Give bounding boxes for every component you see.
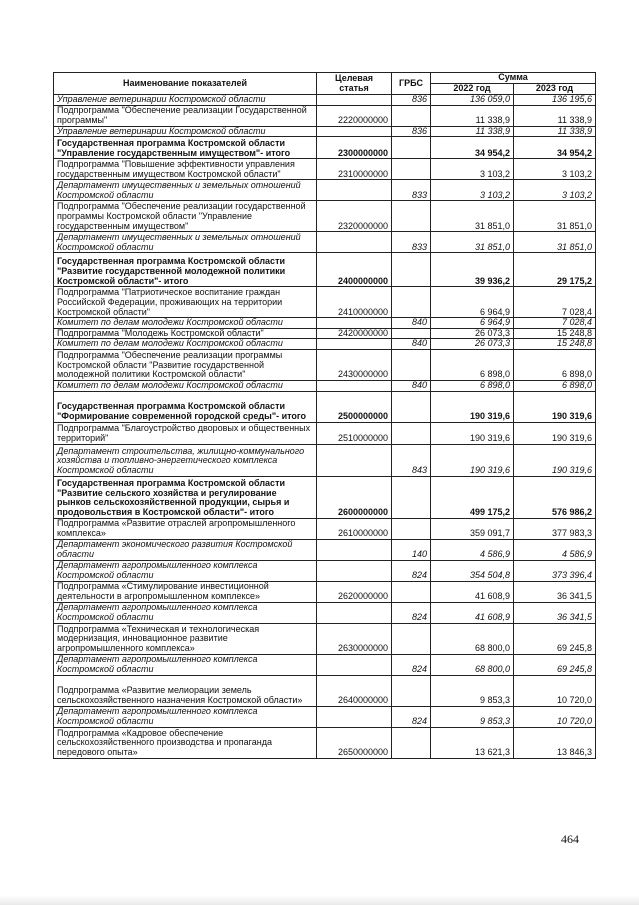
cell-target-article	[317, 654, 392, 675]
cell-grbs: 824	[392, 706, 431, 727]
cell-name: Подпрограмма "Обеспечение реализации государственной программы Костромской области "Управление государственным имуществом"	[54, 201, 317, 232]
cell-name: Подпрограмма "Обеспечение реализации Государственной программы"	[54, 105, 317, 126]
cell-name: Подпрограмма "Повышение эффективности управления государственным имуществом Костромской области"	[54, 159, 317, 180]
cell-sum-2022: 11 338,9	[431, 126, 514, 137]
cell-target-article	[317, 602, 392, 623]
cell-target-article	[317, 339, 392, 350]
cell-sum-2022: 6 964,9	[431, 318, 514, 329]
cell-grbs	[392, 287, 431, 318]
table-row	[54, 602, 596, 623]
cell-sum-2023: 34 954,2	[514, 137, 596, 159]
table-row	[54, 476, 596, 518]
cell-sum-2022: 68 800,0	[431, 654, 514, 675]
cell-target-article: 2420000000	[317, 328, 392, 339]
cell-target-article	[317, 560, 392, 581]
cell-target-article: 2320000000	[317, 201, 392, 232]
cell-target-article: 2430000000	[317, 349, 392, 380]
cell-name: Департамент имущественных и земельных отношений Костромской области	[54, 232, 317, 253]
cell-name: Государственная программа Костромской области "Развитие сельского хозяйства и регулирование рынков сельскохозяйственной продукции, сырья и продовольствия в Костромской области"- итого	[54, 476, 317, 518]
cell-target-article: 2410000000	[317, 287, 392, 318]
cell-target-article: 2220000000	[317, 105, 392, 126]
cell-name: Департамент агропромышленного комплекса Костромской области	[54, 602, 317, 623]
cell-name: Управление ветеринарии Костромской области	[54, 126, 317, 137]
cell-sum-2022: 190 319,6	[431, 444, 514, 476]
cell-grbs: 836	[392, 126, 431, 137]
cell-sum-2022: 41 608,9	[431, 581, 514, 602]
cell-sum-2023: 6 898,0	[514, 349, 596, 380]
cell-sum-2022: 354 504,8	[431, 560, 514, 581]
cell-target-article	[317, 95, 392, 106]
cell-target-article	[317, 318, 392, 329]
cell-target-article: 2510000000	[317, 422, 392, 444]
cell-grbs: 824	[392, 560, 431, 581]
cell-sum-2023: 31 851,0	[514, 232, 596, 253]
cell-sum-2022: 31 851,0	[431, 201, 514, 232]
cell-sum-2023: 13 846,3	[514, 727, 596, 758]
cell-sum-2023: 15 248,8	[514, 339, 596, 350]
table-row	[54, 339, 596, 350]
cell-grbs	[392, 727, 431, 758]
table-row	[54, 444, 596, 476]
cell-sum-2023: 69 245,8	[514, 654, 596, 675]
cell-grbs	[392, 623, 431, 654]
cell-grbs	[392, 137, 431, 159]
cell-name: Департамент строительства, жилищно-коммунального хозяйства и топливно-энергетического комплекса Костромской области	[54, 444, 317, 476]
table-row	[54, 287, 596, 318]
cell-name: Департамент агропромышленного комплекса Костромской области	[54, 654, 317, 675]
cell-name: Департамент агропромышленного комплекса Костромской области	[54, 560, 317, 581]
cell-sum-2023: 4 586,9	[514, 539, 596, 560]
cell-sum-2022: 68 800,0	[431, 623, 514, 654]
table-row	[54, 391, 596, 422]
cell-grbs	[392, 253, 431, 287]
cell-target-article	[317, 444, 392, 476]
cell-name: Подпрограмма «Развитие отраслей агропромышленного комплекса»	[54, 518, 317, 539]
cell-sum-2022: 190 319,6	[431, 422, 514, 444]
cell-target-article	[317, 380, 392, 391]
cell-sum-2022: 9 853,3	[431, 706, 514, 727]
cell-name: Комитет по делам молодежи Костромской области	[54, 318, 317, 329]
cell-target-article	[317, 706, 392, 727]
cell-grbs	[392, 422, 431, 444]
cell-target-article: 2310000000	[317, 159, 392, 180]
table-row	[54, 380, 596, 391]
cell-grbs: 843	[392, 444, 431, 476]
header-year-2022: 2022 год	[431, 84, 514, 95]
cell-sum-2023: 7 028,4	[514, 287, 596, 318]
cell-sum-2022: 34 954,2	[431, 137, 514, 159]
cell-sum-2023: 190 319,6	[514, 444, 596, 476]
page-number: 464	[561, 832, 579, 846]
cell-sum-2022: 136 059,0	[431, 95, 514, 106]
cell-target-article: 2300000000	[317, 137, 392, 159]
cell-grbs	[392, 105, 431, 126]
table-row	[54, 105, 596, 126]
header-name: Наименование показателей	[54, 73, 317, 95]
cell-grbs: 840	[392, 339, 431, 350]
cell-name: Подпрограмма «Кадровое обеспечение сельскохозяйственного производства и пропаганда передового опыта»	[54, 727, 317, 758]
cell-sum-2022: 6 898,0	[431, 380, 514, 391]
table-row	[54, 349, 596, 380]
cell-sum-2023: 36 341,5	[514, 581, 596, 602]
table-row	[54, 581, 596, 602]
cell-sum-2022: 31 851,0	[431, 232, 514, 253]
cell-grbs: 833	[392, 232, 431, 253]
cell-target-article: 2400000000	[317, 253, 392, 287]
cell-grbs: 836	[392, 95, 431, 106]
cell-target-article: 2630000000	[317, 623, 392, 654]
cell-sum-2023: 373 396,4	[514, 560, 596, 581]
budget-table	[53, 72, 596, 759]
cell-target-article	[317, 180, 392, 201]
cell-sum-2022: 4 586,9	[431, 539, 514, 560]
table-row	[54, 654, 596, 675]
cell-name: Комитет по делам молодежи Костромской области	[54, 339, 317, 350]
cell-sum-2023: 69 245,8	[514, 623, 596, 654]
cell-sum-2022: 499 175,2	[431, 476, 514, 518]
table-row	[54, 623, 596, 654]
cell-sum-2022: 190 319,6	[431, 391, 514, 422]
table-body	[54, 95, 596, 759]
table-header	[54, 73, 596, 95]
table-row	[54, 727, 596, 758]
cell-sum-2023: 11 338,9	[514, 126, 596, 137]
cell-sum-2023: 10 720,0	[514, 675, 596, 706]
cell-grbs: 824	[392, 602, 431, 623]
cell-grbs	[392, 159, 431, 180]
cell-sum-2022: 26 073,3	[431, 339, 514, 350]
cell-name: Государственная программа Костромской области "Управление государственным имуществом"- итого	[54, 137, 317, 159]
cell-target-article	[317, 232, 392, 253]
cell-sum-2022: 13 621,3	[431, 727, 514, 758]
cell-sum-2022: 3 103,2	[431, 180, 514, 201]
table-row	[54, 201, 596, 232]
cell-sum-2023: 136 195,6	[514, 95, 596, 106]
cell-sum-2023: 10 720,0	[514, 706, 596, 727]
cell-name: Департамент имущественных и земельных отношений Костромской области	[54, 180, 317, 201]
cell-sum-2023: 11 338,9	[514, 105, 596, 126]
cell-sum-2023: 377 983,3	[514, 518, 596, 539]
table-row	[54, 560, 596, 581]
header-year-2023: 2023 год	[514, 84, 596, 95]
table-row	[54, 318, 596, 329]
cell-grbs	[392, 328, 431, 339]
cell-sum-2023: 7 028,4	[514, 318, 596, 329]
cell-name: Государственная программа Костромской области "Формирование современной городской среды"- итого	[54, 391, 317, 422]
cell-sum-2022: 39 936,2	[431, 253, 514, 287]
header-target-article: Целевая статья	[317, 73, 392, 95]
cell-name: Подпрограмма «Техническая и технологическая модернизация, инновационное развитие агропромышленного комплекса»	[54, 623, 317, 654]
cell-sum-2023: 6 898,0	[514, 380, 596, 391]
table-row	[54, 706, 596, 727]
cell-name: Комитет по делам молодежи Костромской области	[54, 380, 317, 391]
header-sum: Сумма	[431, 73, 596, 84]
cell-grbs: 840	[392, 318, 431, 329]
cell-name: Департамент агропромышленного комплекса Костромской области	[54, 706, 317, 727]
cell-grbs	[392, 518, 431, 539]
cell-name: Управление ветеринарии Костромской области	[54, 95, 317, 106]
table-row	[54, 159, 596, 180]
cell-sum-2023: 190 319,6	[514, 391, 596, 422]
cell-sum-2023: 3 103,2	[514, 180, 596, 201]
cell-sum-2022: 9 853,3	[431, 675, 514, 706]
page-edge-shadow	[0, 895, 639, 905]
cell-name: Подпрограмма "Молодежь Костромской области"	[54, 328, 317, 339]
table-row	[54, 422, 596, 444]
cell-target-article	[317, 539, 392, 560]
cell-grbs	[392, 391, 431, 422]
cell-target-article: 2650000000	[317, 727, 392, 758]
cell-target-article	[317, 126, 392, 137]
cell-grbs	[392, 675, 431, 706]
cell-sum-2022: 359 091,7	[431, 518, 514, 539]
cell-name: Подпрограмма "Патриотическое воспитание граждан Российской Федерации, проживающих на территории Костромской области"	[54, 287, 317, 318]
cell-target-article: 2610000000	[317, 518, 392, 539]
cell-grbs: 140	[392, 539, 431, 560]
cell-sum-2023: 15 248,8	[514, 328, 596, 339]
table-row	[54, 253, 596, 287]
cell-sum-2022: 11 338,9	[431, 105, 514, 126]
table-row	[54, 518, 596, 539]
cell-sum-2023: 36 341,5	[514, 602, 596, 623]
cell-name: Департамент экономического развития Костромской области	[54, 539, 317, 560]
table-row	[54, 232, 596, 253]
cell-name: Подпрограмма «Развитие мелиорации земель сельскохозяйственного назначения Костромской области»	[54, 675, 317, 706]
cell-grbs	[392, 349, 431, 380]
cell-sum-2022: 6 898,0	[431, 349, 514, 380]
cell-name: Государственная программа Костромской области "Развитие государственной молодежной политики Костромской области"- итого	[54, 253, 317, 287]
cell-name: Подпрограмма «Стимулирование инвестиционной деятельности в агропромышленном комплексе»	[54, 581, 317, 602]
cell-sum-2022: 26 073,3	[431, 328, 514, 339]
cell-grbs	[392, 201, 431, 232]
cell-sum-2023: 3 103,2	[514, 159, 596, 180]
cell-name: Подпрограмма "Обеспечение реализации программы Костромской области "Развитие государственной молодежной политики Костромской области"	[54, 349, 317, 380]
header-grbs: ГРБС	[392, 73, 431, 95]
cell-sum-2023: 31 851,0	[514, 201, 596, 232]
cell-grbs	[392, 476, 431, 518]
table-row	[54, 126, 596, 137]
cell-sum-2022: 3 103,2	[431, 159, 514, 180]
cell-sum-2022: 41 608,9	[431, 602, 514, 623]
cell-sum-2022: 6 964,9	[431, 287, 514, 318]
table-row	[54, 137, 596, 159]
table-row	[54, 328, 596, 339]
table-row	[54, 539, 596, 560]
cell-sum-2023: 29 175,2	[514, 253, 596, 287]
cell-target-article: 2620000000	[317, 581, 392, 602]
table-row	[54, 675, 596, 706]
cell-sum-2023: 576 986,2	[514, 476, 596, 518]
table-row	[54, 95, 596, 106]
cell-target-article: 2600000000	[317, 476, 392, 518]
cell-grbs: 824	[392, 654, 431, 675]
table-row	[54, 180, 596, 201]
cell-target-article: 2640000000	[317, 675, 392, 706]
cell-name: Подпрограмма "Благоустройство дворовых и общественных территорий"	[54, 422, 317, 444]
cell-grbs: 833	[392, 180, 431, 201]
cell-grbs	[392, 581, 431, 602]
cell-grbs: 840	[392, 380, 431, 391]
cell-target-article: 2500000000	[317, 391, 392, 422]
cell-sum-2023: 190 319,6	[514, 422, 596, 444]
